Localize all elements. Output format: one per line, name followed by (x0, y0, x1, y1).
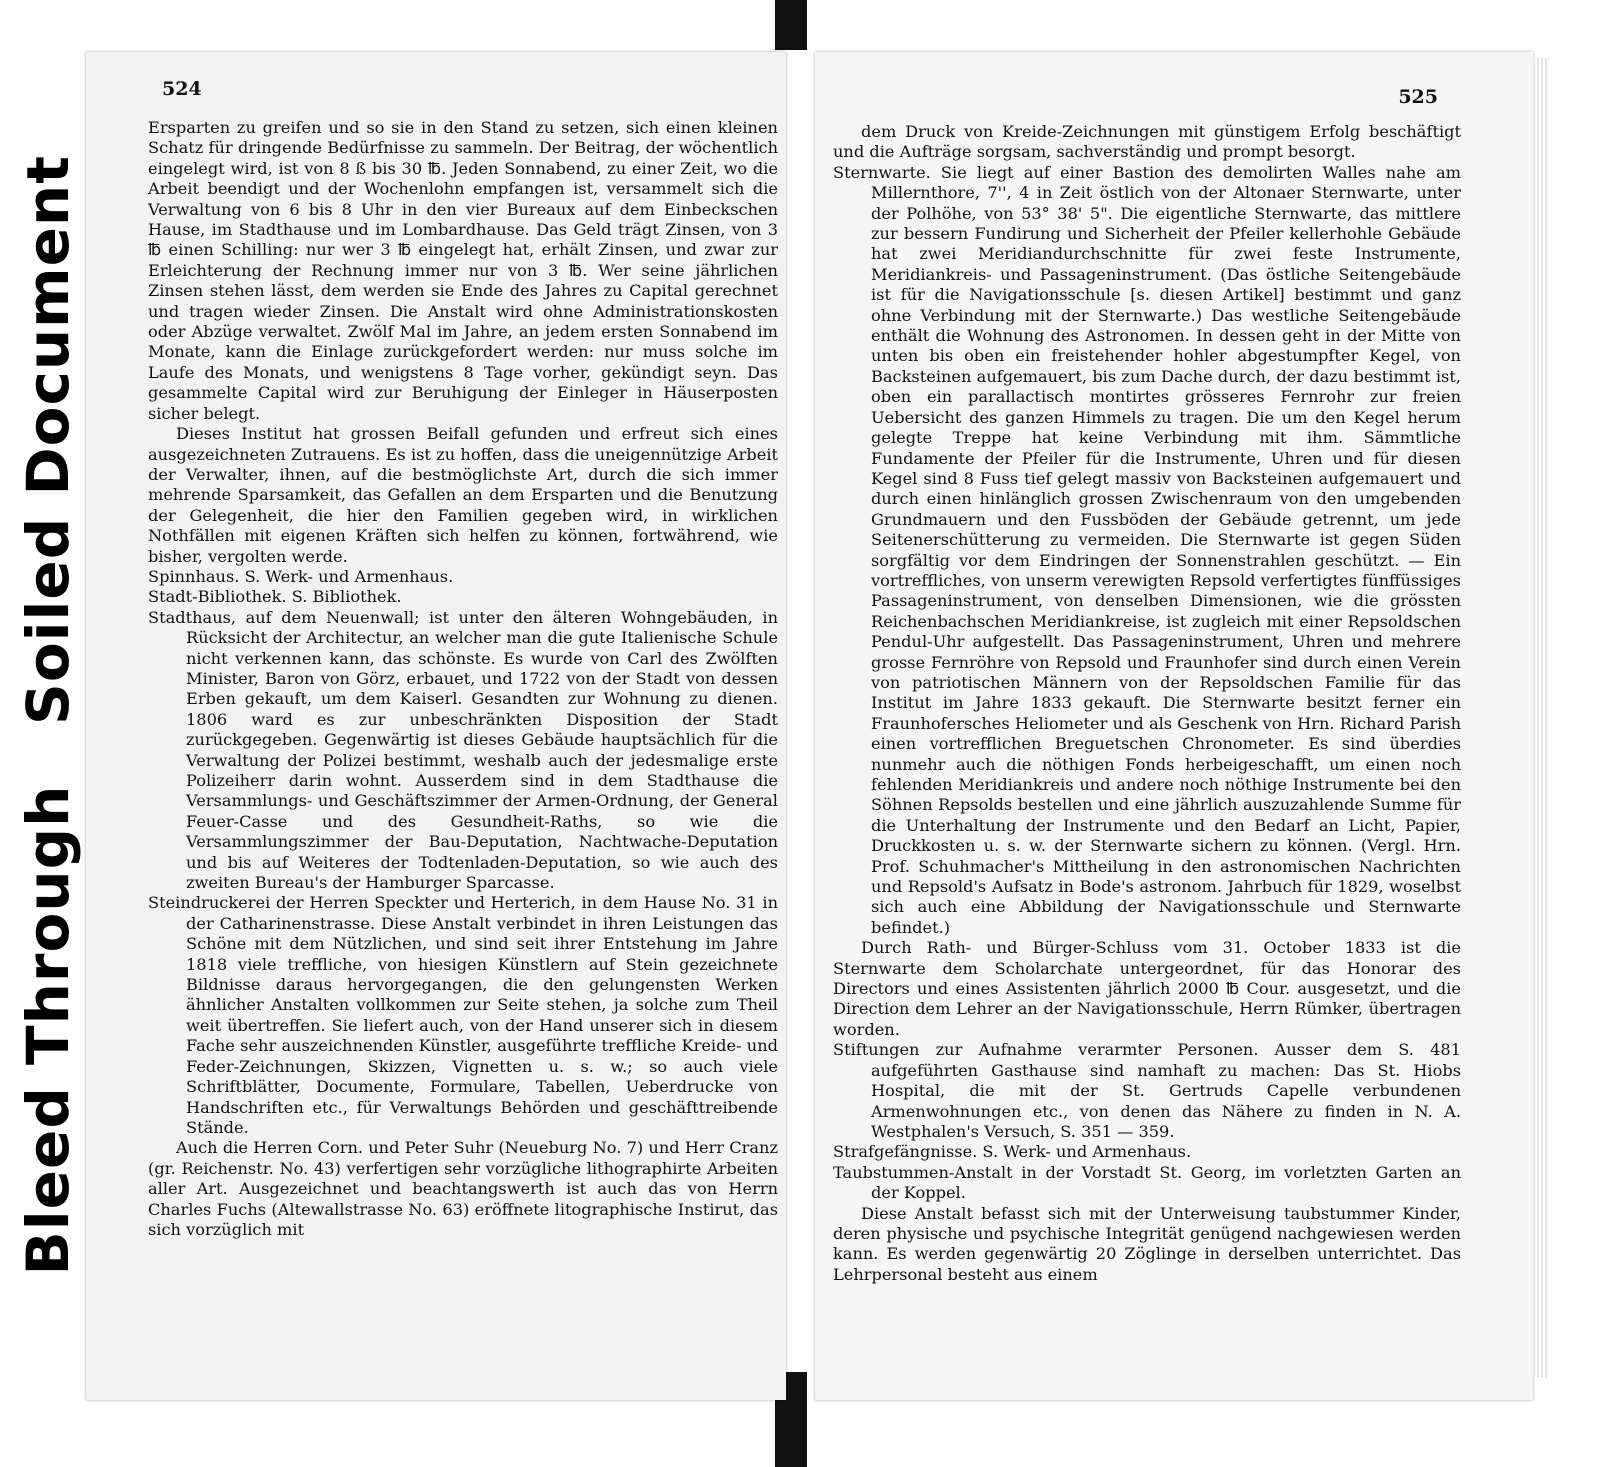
page-number-right: 525 (1398, 86, 1438, 108)
paragraph: Ersparten zu greifen und so sie in den Stand zu setzen, sich einen kleinen Schatz für dringende Bedürfnisse zu sammeln. Der Beitrag, der wöchentlich eingelegt wird, ist von 8 ß bis 30 ℔. Jeden Sonnabend, zu einer Zeit, wo die Arbeit beendigt und der Wochenlohn empfangen ist, versammelt sich die Verwaltung von 6 bis 8 Uhr in den vier Bureaux auf dem Einbeckschen Hause, im Stadthause und im Lombardhause. Das Geld trägt Zinsen, von 3 ℔ einen Schilling: nur wer 3 ℔ eingelegt hat, erhält Zinsen, und zwar zur Erleichterung der Rechnung immer nur von 3 ℔. Wer seine jährlichen Zinsen stehen lässt, dem werden sie Ende des Jahres zu Capital gerechnet und tragen wieder Zinsen. Die Anstalt wird ohne Administrationskosten oder Abzüge verwaltet. Zwölf Mal im Jahre, an jedem ersten Sonnabend im Monate, kann die Einlage zurückgefordert werden: nur muss solche im Laufe des Monats, und wenigstens 8 Tage vorher, gekündigt seyn. Das gesammelte Capital wird zur Beruhigung der Einleger in Häuserposten sicher belegt. (148, 118, 778, 423)
paragraph: Auch die Herren Corn. und Peter Suhr (Neueburg No. 7) und Herr Cranz (gr. Reichenstr. No. 43) verfertigen sehr vorzügliche lithographirte Arbeiten aller Art. Ausgezeichnet und beachtangswerth ist auch das von Herrn Charles Fuchs (Altewallstrasse No. 63) eröffnete litographische Instirut, das sich vorzüglich mit (148, 1138, 778, 1239)
bleed-through-stamp (4, 784, 92, 1276)
stamp-label-top: Soiled Document (14, 155, 82, 725)
right-page-text (833, 122, 1461, 1285)
entry-stadthaus: Stadthaus, auf dem Neuenwall; ist unter den älteren Wohngebäuden, in Rücksicht der Architectur, an welcher man die gute Italienische Schule nicht verkennen kann, das schönste. Es wurde von Carl des Zwölften Minister, Baron von Görz, erbauet, und 1722 von der Stadt von dessen Erben gekauft, um dem Kaiserl. Gesandten zur Wohnung zu dienen. 1806 ward es zur unbeschränkten Disposition der Stadt zurückgegeben. Gegenwärtig ist dieses Gebäude hauptsächlich für die Verwaltung der Polizei bestimmt, weshalb auch der jedesmalige erste Polizeiherr darin wohnt. Ausserdem sind in dem Stadthause die Versammlungs- und Geschäftszimmer der Armen-Ordnung, der General Feuer-Casse und des Gesundheit-Raths, so wie die Versammlungszimmer der Bau-Deputation, Nachtwache-Deputation und bis auf Weiteres der Todtenladen-Deputation, so wie auch des zweiten Bureau's der Hamburger Sparcasse. (148, 607, 778, 893)
spine-bar-top (775, 0, 807, 50)
stamp-label-bottom: Bleed Through (14, 784, 82, 1276)
left-page-text (148, 118, 778, 1240)
entry-stiftungen: Stiftungen zur Aufnahme verarmter Personen. Ausser dem S. 481 aufgeführten Gasthause sind namhaft zu machen: Das St. Hiobs Hospital, die mit der St. Gertruds Capelle verbundenen Armenwohnungen etc., von denen das Nähere zu finden in N. A. Westphalen's Versuch, S. 351 — 359. (833, 1040, 1461, 1141)
paragraph: dem Druck von Kreide-Zeichnungen mit günstigem Erfolg beschäftigt und die Aufträge sorgsam, sachverständig und prompt besorgt. (833, 122, 1461, 162)
entry-spinnhaus: Spinnhaus. S. Werk- und Armenhaus. (148, 566, 454, 586)
left-page (86, 52, 786, 1400)
page-stack-edge (1533, 58, 1549, 1378)
paragraph: Diese Anstalt befasst sich mit der Unterweisung taubstummer Kinder, deren physische und psychische Integrität genügend nachgewiesen werden kann. Es werden gegenwärtig 20 Zöglinge in derselben unterrichtet. Das Lehrpersonal besteht aus einem (833, 1203, 1461, 1284)
right-page (815, 52, 1533, 1400)
entry-steindruckerei: Steindruckerei der Herren Speckter und Herterich, in dem Hause No. 31 in der Catharinenstrasse. Diese Anstalt verbindet in ihren Leistungen das Schöne mit dem Nützlichen, und sind seit ihrer Entstehung im Jahre 1818 viele treffliche, von hiesigen Künstlern auf Stein gezeichnete Bildnisse daraus hervorgegangen, die den gelungensten Werken ähnlicher Anstalten vollkommen zur Seite stehen, ja solche zum Theil weit übertreffen. Sie liefert auch, von der Hand unserer sich in diesem Fache sehr auszeichnenden Künstler, ausgeführte treffliche Kreide- und Feder-Zeichnungen, Skizzen, Vignetten u. s. w.; so auch viele Schriftblätter, Documente, Formulare, Tabellen, Ueberdrucke von Handschriften etc., für Verwaltungs Behörden und geschäfttreibende Stände. (148, 893, 778, 1137)
entry-taubstummen-anstalt: Taubstummen-Anstalt in der Vorstadt St. Georg, im vorletzten Garten an der Koppel. (833, 1162, 1461, 1203)
entry-stadt-bibliothek: Stadt-Bibliothek. S. Bibliothek. (148, 587, 402, 607)
soiled-document-stamp (4, 155, 92, 725)
paragraph: Dieses Institut hat grossen Beifall gefunden und erfreut sich eines ausgezeichneten Zutrauens. Es ist zu hoffen, dass die uneigennützige Arbeit der Verwalter, ihnen, auf die bestmöglichste Art, durch die sich immer mehrende Sparsamkeit, das Gefallen an dem Ersparten und die Benutzung der Gelegenheit, die hier den Familien gegeben wird, in wirklichen Nothfällen mit eigenen Kräften sich helfen zu können, fortwährend, wie bisher, vergolten werde. (148, 424, 778, 566)
paragraph: Durch Rath- und Bürger-Schluss vom 31. October 1833 ist die Sternwarte dem Scholarchate untergeordnet, für das Honorar des Directors und eines Assistenten jährlich 2000 ℔ Cour. ausgesetzt, und die Direction dem Lehrer an der Navigationsschule, Herrn Rümker, übertragen worden. (833, 938, 1461, 1039)
entry-strafgefaengnisse: Strafgefängnisse. S. Werk- und Armenhaus. (833, 1142, 1192, 1162)
entry-sternwarte: Sternwarte. Sie liegt auf einer Bastion des demolirten Walles nahe am Millernthore, 7'', 4 in Zeit östlich von der Altonaer Sternwarte, unter der Polhöhe, von 53° 38' 5". Die eigentliche Sternwarte, das mittlere zur bessern Fundirung und Sicherheit der Pfeiler kellerhohle Gebäude hat zwei Meridiandurchschnitte für zwei feste Instrumente, Meridiankreis- und Passageninstrument. (Das östliche Seitengebäude ist für die Navigationsschule [s. diesen Artikel] bestimmt und ganz ohne Verbindung mit der Sternwarte.) Das westliche Seitengebäude enthält die Wohnung des Astronomen. In dessen geht in der Mitte von unten bis oben ein freistehender hohler abgestumpfter Kegel, von Backsteinen aufgemauert, bis zum Dache durch, der dazu bestimmt ist, oben ein parallactisch montirtes grösseres Fernrohr zur freien Uebersicht des ganzen Himmels zu tragen. Die um den Kegel herum gelegte Treppe hat keine Verbindung mit ihm. Sämmtliche Fundamente der Pfeiler für die Instrumente, Uhren und für diesen Kegel sind 8 Fuss tief gelegt massiv von Backsteinen aufgemauert und durch einen hinlänglich grossen Zwischenraum von den umgebenden Grundmauern und den Fussböden der Gebäude getrennt, um jede Seitenerschütterung zu vermeiden. Die Sternwarte ist gegen Süden sorgfältig vor dem Eindringen der Sonnenstrahlen geschützt. — Ein vortreffliches, von unserm verewigten Repsold verfertigtes fünffüssiges Passageninstrument, von denselben Dimensionen, wie die grössten Reichenbachschen Meridiankreise, ist zugleich mit einer Repsoldschen Pendul-Uhr aufgestellt. Das Passageninstrument, Uhren und mehrere grosse Fernröhre von Repsold und Fraunhofer sind durch einen Verein von patriotischen Männern von der Repsoldschen Familie für das Institut im Jahre 1833 gekauft. Die Sternwarte besitzt ferner ein Fraunhofersches Heliometer und als Geschenk von Hrn. Richard Parish einen vortrefflichen Breguetschen Chronometer. Es sind überdies nunmehr auch die nöthigen Fonds herbeigeschafft, um einen noch fehlenden Meridiankreis und andere noch nöthige Instrumente bei den Söhnen Repsolds bestellen und eine jährlich auszuzahlende Summe für die Unterhaltung der Instrumente und den Bedarf an Licht, Papier, Druckkosten u. s. w. der Sternwarte sichern zu können. (Vergl. Hrn. Prof. Schuhmacher's Mittheilung in den astronomischen Nachrichten und Repsold's Aufsatz in Bode's astronom. Jahrbuch für 1829, woselbst sich auch eine Abbildung der Navigationsschule und Sternwarte befindet.) (833, 162, 1461, 937)
page-number-left: 524 (162, 78, 202, 100)
